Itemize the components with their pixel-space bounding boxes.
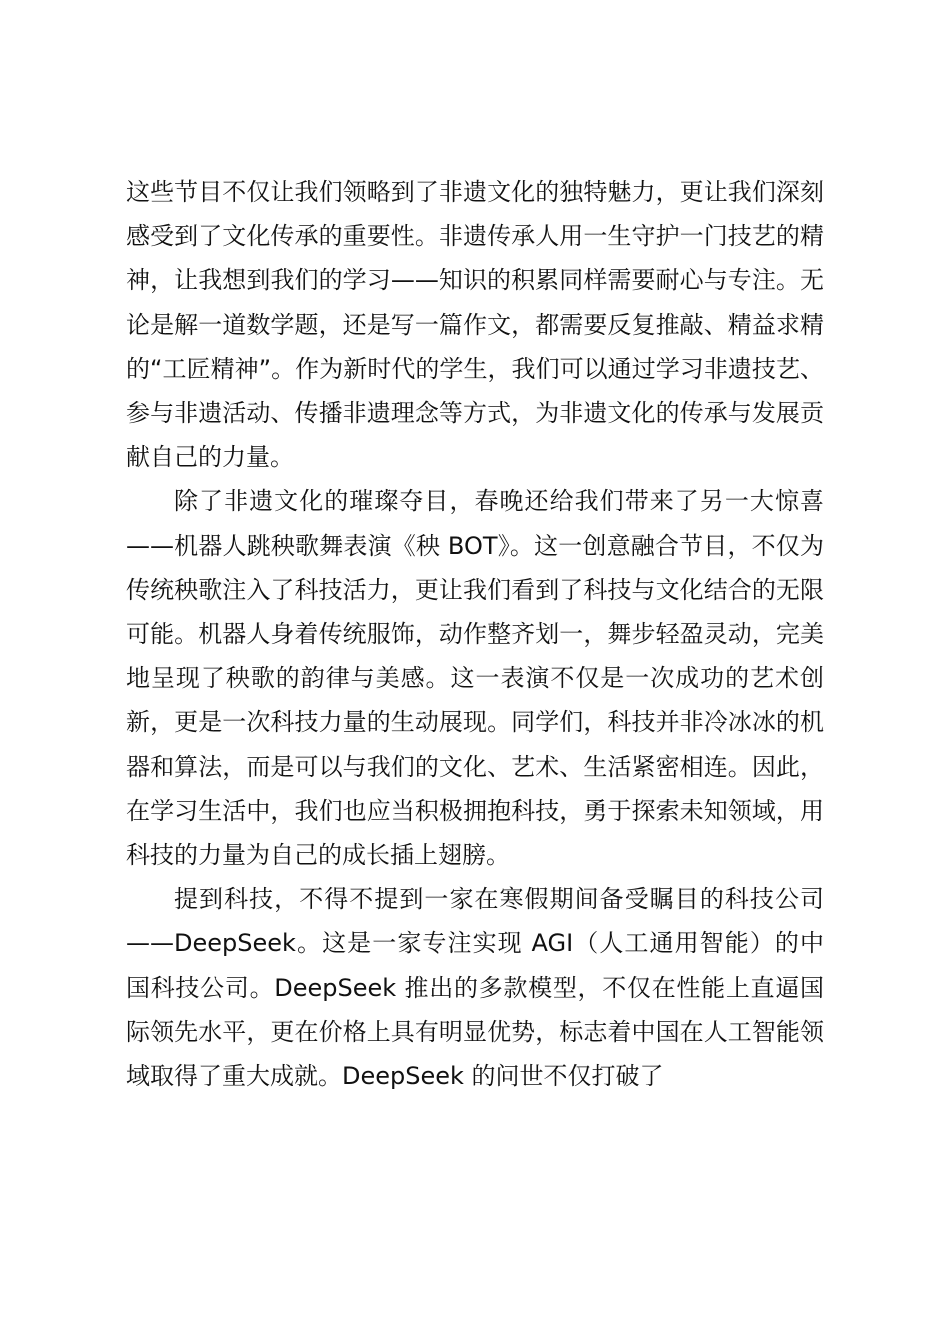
document-body: [126, 170, 824, 1098]
paragraph-2: 除了非遗文化的璀璨夺目，春晚还给我们带来了另一大惊喜——机器人跳秧歌舞表演《秧 BOT》。这一创意融合节目，不仅为传统秧歌注入了科技活力，更让我们看到了科技与文化结合的无限可能。机器人身着传统服饰，动作整齐划一，舞步轻盈灵动，完美地呈现了秧歌的韵律与美感。这一表演不仅是一次成功的艺术创新，更是一次科技力量的生动展现。同学们，科技并非冷冰冰的机器和算法，而是可以与我们的文化、艺术、生活紧密相连。因此，在学习生活中，我们也应当积极拥抱科技，勇于探索未知领域，用科技的力量为自己的成长插上翅膀。: [126, 487, 824, 870]
paragraph-1: 这些节目不仅让我们领略到了非遗文化的独特魅力，更让我们深刻感受到了文化传承的重要性。非遗传承人用一生守护一门技艺的精神，让我想到我们的学习——知识的积累同样需要耐心与专注。无论是解一道数学题，还是写一篇作文，都需要反复推敲、精益求精的“工匠精神”。作为新时代的学生，我们可以通过学习非遗技艺、参与非遗活动、传播非遗理念等方式，为非遗文化的传承与发展贡献自己的力量。: [126, 178, 824, 472]
paragraph-3: 提到科技，不得不提到一家在寒假期间备受瞩目的科技公司——DeepSeek。这是一家专注实现 AGI（人工通用智能）的中国科技公司。DeepSeek 推出的多款模型，不仅在性能上直逼国际领先水平，更在价格上具有明显优势，标志着中国在人工智能领域取得了重大成就。DeepSeek 的问世不仅打破了: [126, 885, 824, 1091]
